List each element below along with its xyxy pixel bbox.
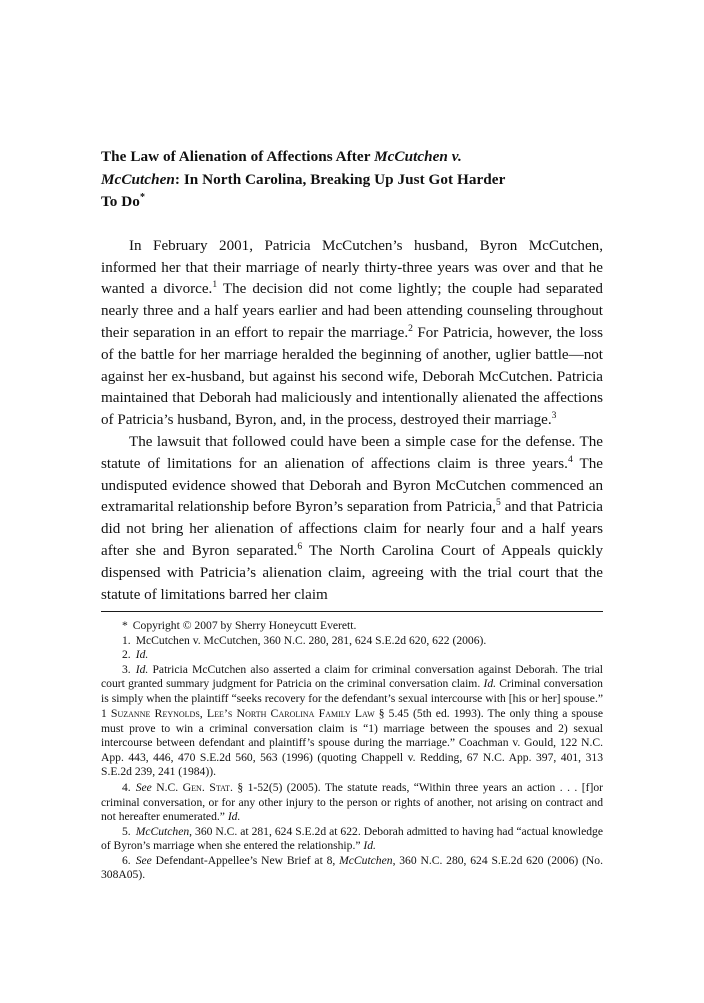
page-content xyxy=(101,146,603,606)
footnote-text: § 5.45 (5th ed. 1993). The only thing a spouse must prove to win a criminal conversation claim is “1) marriage between the spouses and 2) sexual intercourse between defendant and plaintiff’s spouse during the marriage.” Coachman v. Gould, 122 N.C. App. 443, 446, 470 S.E.2d 560, 563 (1996) (quoting Chappell v. Redding, 67 N.C. App. 397, 401, 313 S.E.2d 239, 241 (1984)). xyxy=(101,707,603,779)
title-line-2-plain: : In North Carolina, Breaking Up Just Got Harder xyxy=(174,170,506,188)
para1-segment-2: The decision did not come lightly; the couple had separated nearly three and a half years earlier and had been attending counseling throughout their separation in an effort to repair the marriage. xyxy=(101,281,603,341)
body-paragraph-2 xyxy=(101,432,603,606)
footnote-smallcaps-text: Gen. Stat. xyxy=(182,780,233,795)
footnote-text: , 360 N.C. 280, 624 S.E.2d 620 (2006) (No. 308A05). xyxy=(101,853,603,882)
footnote-marker: * xyxy=(122,619,128,632)
footnote-text: Defendant-Appellee’s New Brief at 8, xyxy=(151,853,340,867)
title-line-2-italic: McCutchen xyxy=(101,170,175,188)
footnote-ref-3[interactable]: 3 xyxy=(551,410,557,422)
footnote-text: McCutchen v. McCutchen, 360 N.C. 280, 281, 624 S.E.2d 620, 622 (2006). xyxy=(135,633,487,647)
footnote-text: § 1-52(5) (2005). The statute reads, “Within three years an action . . . [f]or criminal conversation, or for any other injury to the person or rights of another, not arising on contract and not hereafter enumerated.” xyxy=(101,781,603,824)
footnote-italic-text: Id. xyxy=(363,839,376,853)
footnote-italic-text: Id. xyxy=(135,648,149,662)
footnote-item xyxy=(101,663,603,780)
footnote-text: Criminal conversation is simply when the plaintiff “seeks recovery for the defendant’s sexual intercourse with [his or her] spouse.” 1 xyxy=(101,677,603,721)
title-footnote-star: * xyxy=(139,192,145,204)
footnote-text: N.C. xyxy=(151,781,183,795)
footnote-ref-1[interactable]: 1 xyxy=(212,279,218,291)
footnote-marker: 3. xyxy=(122,662,131,676)
footnote-smallcaps-text: Suzanne Reynolds, Lee’s North Carolina Family Law xyxy=(110,706,375,721)
title-line-3: To Do xyxy=(101,193,140,211)
footnote-italic-text: See xyxy=(135,781,152,795)
footnote-ref-2[interactable]: 2 xyxy=(408,322,413,334)
footnote-item xyxy=(101,854,603,883)
title-line-1-italic: McCutchen v. xyxy=(374,148,462,165)
para1-segment-3: For Patricia, however, the loss of the battle for her marriage heralded the beginning of another, uglier battle—not against her ex-husband, but against his second wife, Deborah McCutchen. Patricia maintained that Deborah had maliciously and intentionally alienated the affections of Patricia’s husband, Byron, and, in the process, destroyed their marriage. xyxy=(101,324,603,429)
footnote-italic-text: Id. xyxy=(483,677,497,691)
footnote-marker: 2. xyxy=(122,648,131,662)
footnote-item xyxy=(101,648,603,663)
footnote-marker: 1. xyxy=(122,633,131,647)
footnote-item xyxy=(101,825,603,854)
footnote-marker: 4. xyxy=(122,781,131,795)
footnote-item xyxy=(101,634,603,649)
footnote-marker: 5. xyxy=(122,824,131,838)
footnote-text: Copyright © 2007 by Sherry Honeycutt Everett. xyxy=(132,619,357,632)
footnote-ref-6[interactable]: 6 xyxy=(297,540,303,552)
footnote-item xyxy=(101,780,603,825)
footnote-italic-text: Id. xyxy=(227,810,241,824)
para1-segment-1: In February 2001, Patricia McCutchen’s husband, Byron McCutchen, informed her that their marriage of nearly thirty-three years was over and that he wanted a divorce. xyxy=(101,237,603,298)
footnote-separator-rule xyxy=(101,611,603,612)
body-paragraph-1 xyxy=(101,236,603,432)
para2-segment-3: and that Patricia did not bring her alienation of affections claim for nearly four and a half years after she and Byron separated. xyxy=(101,499,603,559)
body-text xyxy=(101,236,603,607)
para2-segment-1: The lawsuit that followed could have been a simple case for the defense. The statute of limitations for an alienation of affections claim is three years. xyxy=(101,433,603,472)
footnotes-section xyxy=(101,619,603,883)
title-line-1-plain: The Law of Alienation of Affections After xyxy=(101,148,375,165)
para2-segment-4: The North Carolina Court of Appeals quickly dispensed with Patricia’s alienation claim, agreeing with the trial court that the statute of limitations barred her claim xyxy=(101,542,603,603)
footnote-marker: 6. xyxy=(122,853,131,867)
footnote-italic-text: McCutchen xyxy=(339,853,393,867)
footnote-text: Patricia McCutchen also asserted a claim for criminal conversation against Deborah. The trial court granted summary judgment for Patricia on the criminal conversation claim. xyxy=(101,662,603,691)
footnote-italic-text: See xyxy=(135,853,152,867)
para2-segment-2: The undisputed evidence showed that Deborah and Byron McCutchen commenced an extramarital relationship before Byron’s separation from Patricia, xyxy=(101,455,604,516)
article-title xyxy=(101,146,603,214)
footnote-ref-4[interactable]: 4 xyxy=(567,453,573,465)
footnote-italic-text: McCutchen xyxy=(135,824,190,838)
footnote-text: , 360 N.C. at 281, 624 S.E.2d at 622. Deborah admitted to having had “actual knowledge of Byron’s marriage when she entered the relationship.” xyxy=(101,824,603,853)
footnote-italic-text: Id. xyxy=(135,662,149,676)
footnote-ref-5[interactable]: 5 xyxy=(496,497,501,509)
footnote-item xyxy=(101,619,603,634)
